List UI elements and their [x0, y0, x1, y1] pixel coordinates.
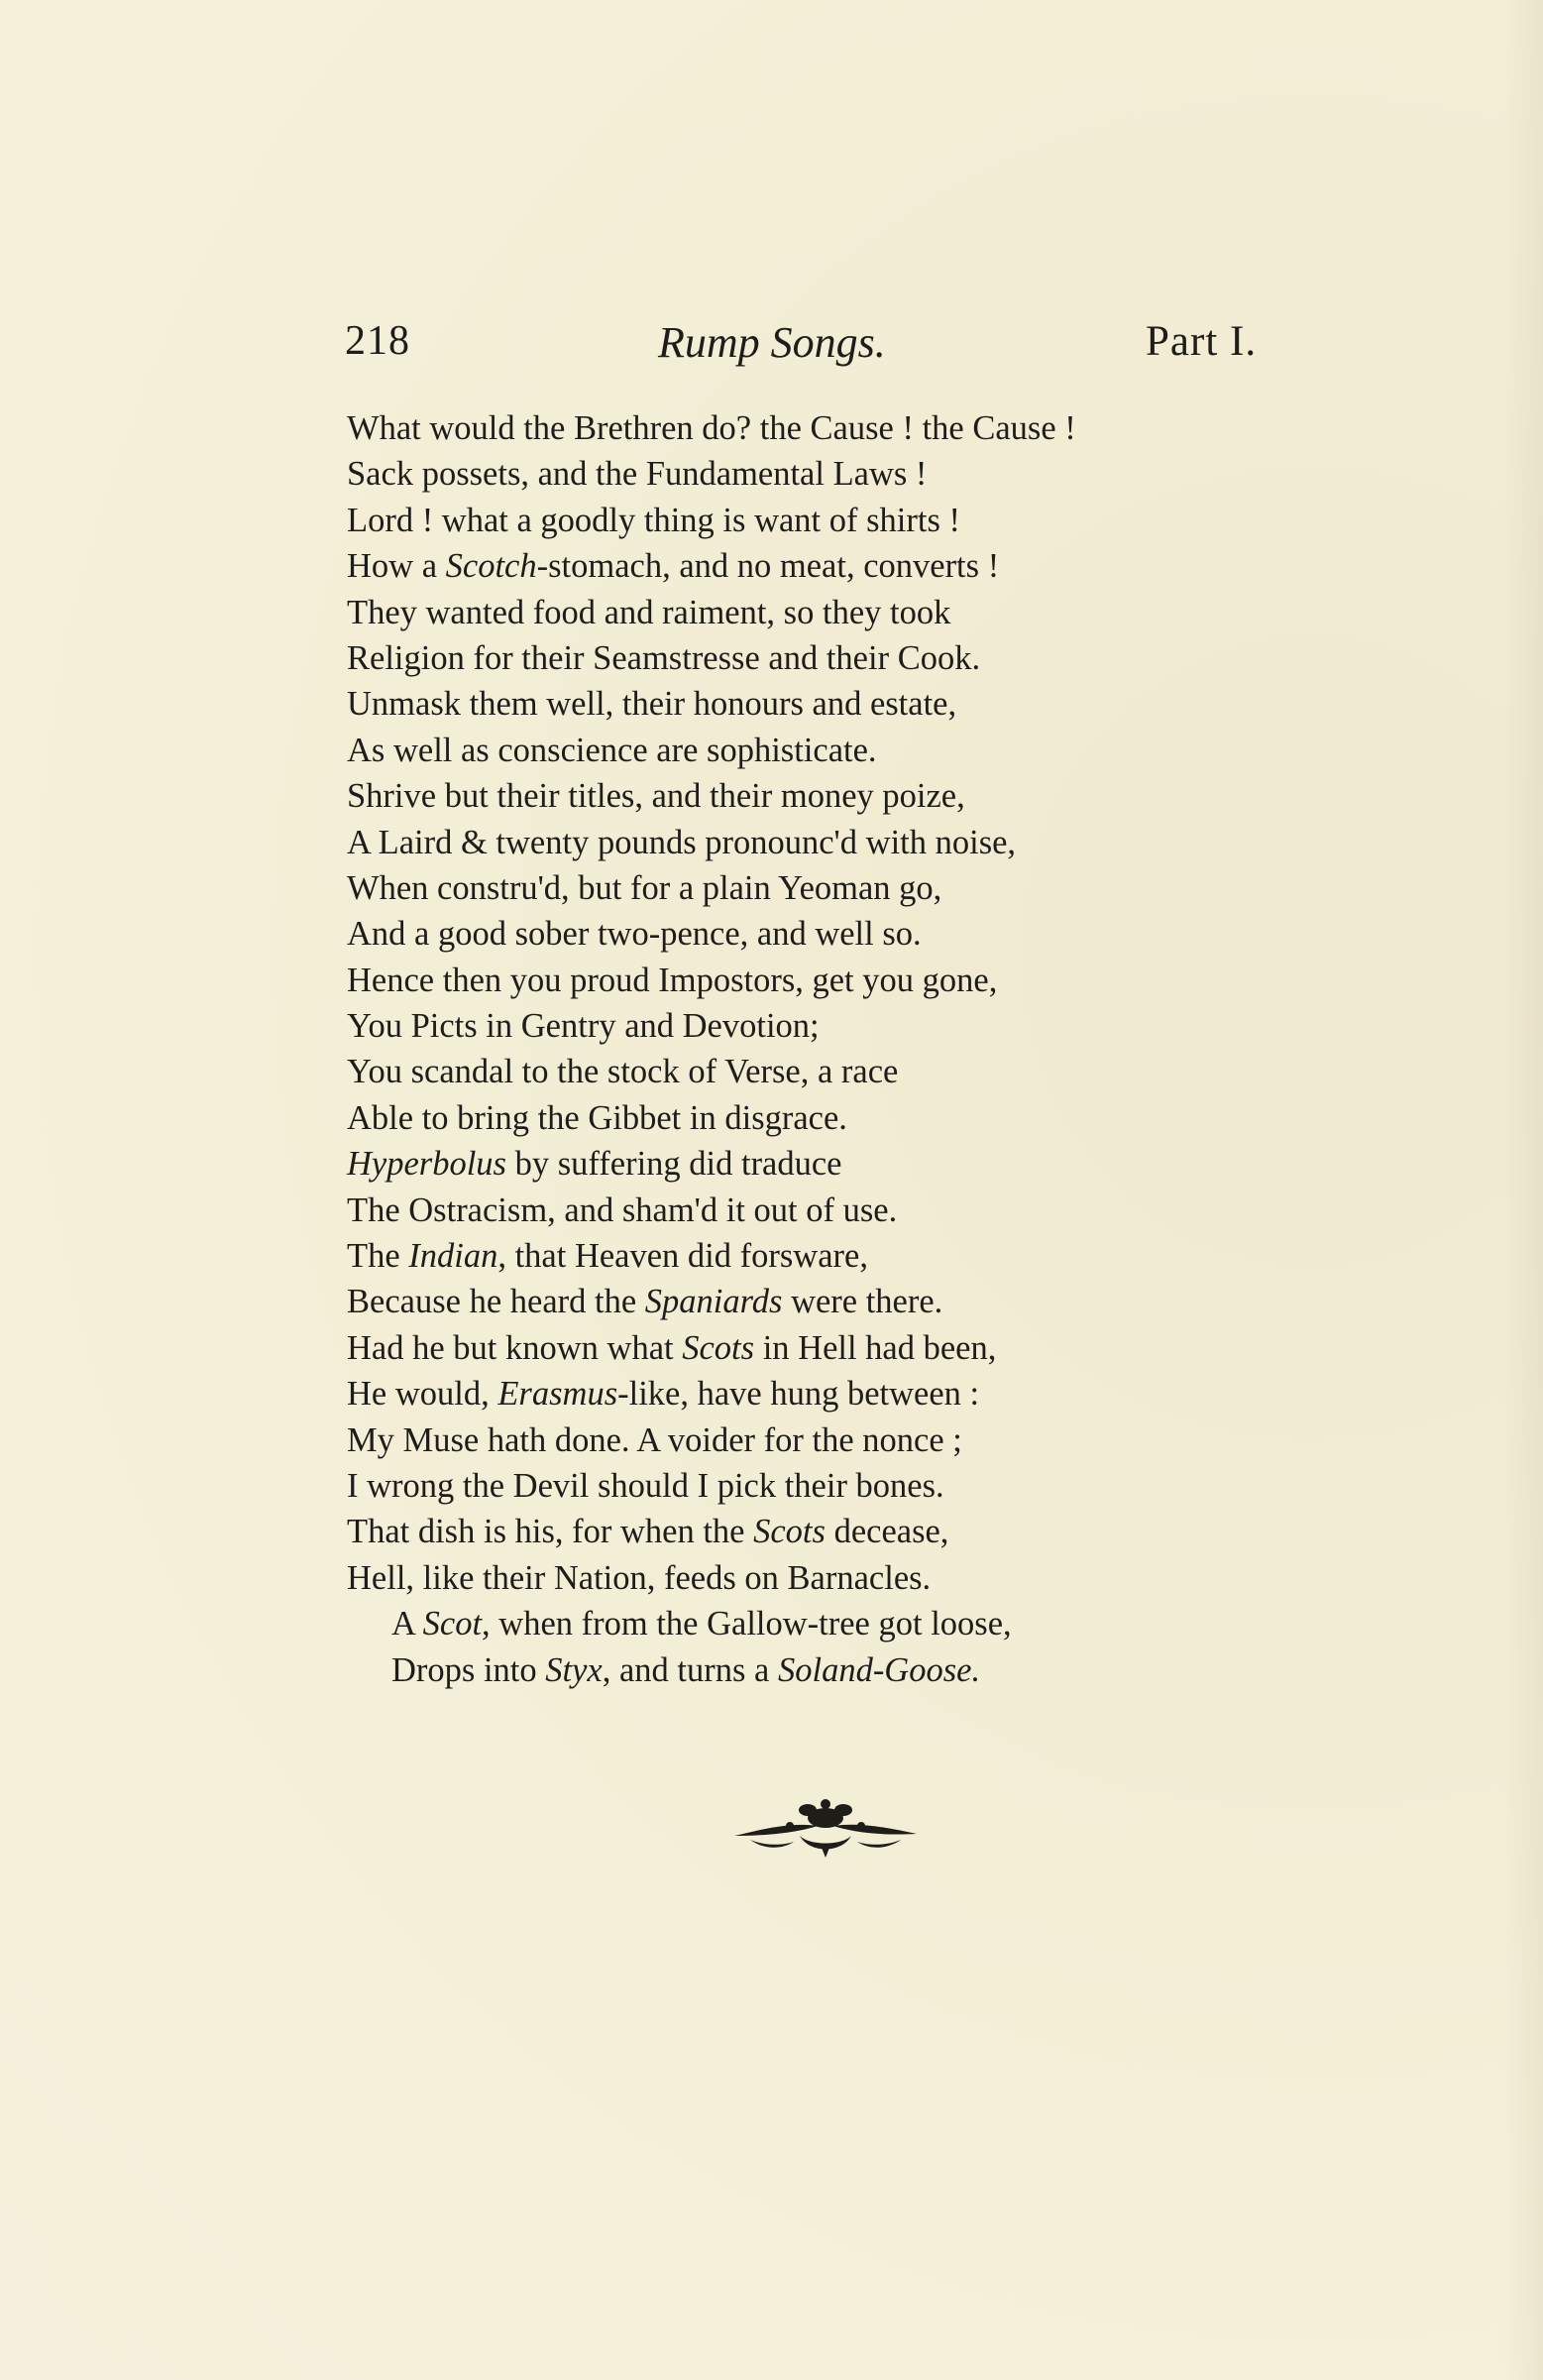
poem-line	[347, 958, 1338, 1003]
italic-text: Indian	[408, 1237, 498, 1276]
line-text: Had he but known what	[347, 1328, 683, 1367]
line-text: The Ostracism, and sham'd it out of use.	[347, 1190, 898, 1229]
poem-line	[347, 498, 1338, 543]
part-label: Part I.	[1146, 318, 1258, 365]
poem-line	[347, 1555, 1338, 1601]
italic-text: Scotch	[445, 547, 537, 586]
line-text: Because he heard the	[347, 1283, 645, 1321]
italic-text: Hyperbolus	[347, 1145, 506, 1184]
italic-text: Scots	[753, 1513, 826, 1551]
poem-line	[347, 1141, 1338, 1187]
running-title: Rump Songs.	[658, 318, 886, 367]
poem-line	[347, 773, 1338, 819]
line-text: , when from the Gallow-tree got loose,	[482, 1605, 1012, 1643]
poem-line	[347, 1003, 1338, 1049]
poem-line	[347, 911, 1338, 957]
poem-line	[347, 728, 1338, 773]
poem-line	[347, 1049, 1338, 1094]
line-text: You scandal to the stock of Verse, a race	[347, 1053, 899, 1091]
poem-line	[347, 1095, 1338, 1141]
line-text: Lord ! what a goodly thing is want of shirts !	[347, 501, 960, 539]
line-text: What would the Brethren do? the Cause ! the Cause !	[347, 409, 1076, 447]
line-text: Drops into	[391, 1650, 546, 1689]
floral-tailpiece-icon	[730, 1796, 921, 1860]
line-text: A	[391, 1605, 423, 1643]
line-text: -like, have hung between :	[617, 1375, 980, 1414]
line-text: Unmask them well, their honours and estate,	[347, 685, 957, 724]
poem-line	[347, 1601, 1338, 1646]
poem-line	[347, 1417, 1338, 1463]
line-text: Religion for their Seamstresse and their Cook.	[347, 638, 981, 677]
line-text: Able to bring the Gibbet in disgrace.	[347, 1098, 847, 1137]
line-text: You Picts in Gentry and Devotion;	[347, 1007, 820, 1046]
poem-line	[347, 1371, 1338, 1417]
italic-text: Styx	[545, 1650, 603, 1689]
line-text: That dish is his, for when the	[347, 1513, 754, 1551]
line-text: And a good sober two-pence, and well so.	[347, 915, 922, 954]
poem-line	[347, 681, 1338, 727]
poem-line	[347, 405, 1338, 451]
line-text: Shrive but their titles, and their money poize,	[347, 777, 965, 816]
poem-line	[347, 1233, 1338, 1279]
line-text: Hell, like their Nation, feeds on Barnacles.	[347, 1558, 932, 1597]
line-text: , and turns a	[602, 1650, 778, 1689]
line-text: The	[347, 1237, 409, 1276]
poem-line	[347, 1325, 1338, 1371]
line-text: -stomach, and no meat, converts !	[536, 547, 1000, 586]
italic-text: Erasmus	[497, 1375, 618, 1414]
poem-line	[347, 590, 1338, 635]
poem-line	[347, 1463, 1338, 1509]
line-text: Sack possets, and the Fundamental Laws !	[347, 455, 928, 494]
poem-line	[347, 1509, 1338, 1554]
page-header	[0, 317, 1543, 377]
poem-line	[347, 820, 1338, 865]
poem-line	[347, 1279, 1338, 1324]
page-number: 218	[345, 318, 410, 364]
poem-text	[347, 405, 1338, 1693]
line-text: How a	[347, 547, 446, 586]
line-text: were there.	[782, 1283, 943, 1321]
line-text: by suffering did traduce	[505, 1145, 842, 1184]
line-text: Hence then you proud Impostors, get you gone,	[347, 961, 998, 999]
poem-line	[347, 1647, 1338, 1693]
page-fold-shadow	[1503, 0, 1543, 2380]
poem-line	[347, 543, 1338, 589]
poem-line	[347, 865, 1338, 911]
line-text: My Muse hath done. A voider for the nonce ;	[347, 1420, 962, 1459]
line-text: I wrong the Devil should I pick their bones.	[347, 1466, 944, 1505]
line-text: in Hell had been,	[754, 1328, 997, 1367]
italic-text: Spaniards	[644, 1283, 783, 1321]
line-text: They wanted food and raiment, so they took	[347, 593, 951, 631]
line-text: , that Heaven did forsware,	[497, 1237, 868, 1276]
line-text: He would,	[347, 1375, 498, 1414]
poem-line	[347, 635, 1338, 681]
italic-text: Scot	[422, 1605, 483, 1643]
italic-text: Soland-Goose.	[777, 1650, 981, 1689]
line-text: When constru'd, but for a plain Yeoman go,	[347, 868, 942, 907]
line-text: As well as conscience are sophisticate.	[347, 731, 877, 769]
line-text: decease,	[825, 1513, 949, 1551]
poem-line	[347, 1188, 1338, 1233]
line-text: A Laird & twenty pounds pronounc'd with noise,	[347, 823, 1017, 861]
poem-line	[347, 451, 1338, 497]
italic-text: Scots	[682, 1328, 755, 1367]
